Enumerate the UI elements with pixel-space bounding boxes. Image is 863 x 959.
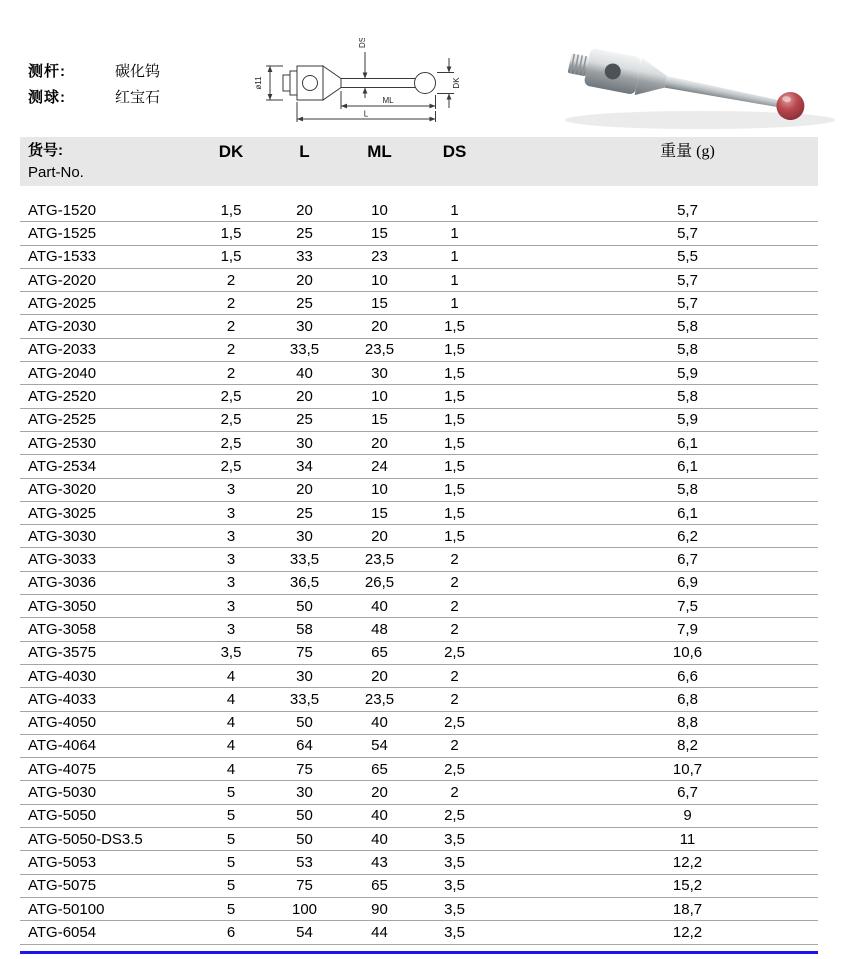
cell-l: 100 xyxy=(291,900,318,918)
table-row xyxy=(20,572,818,595)
cell-part: ATG-1520 xyxy=(28,201,97,219)
table-row xyxy=(20,595,818,618)
cell-ds: 2 xyxy=(450,620,459,638)
table-row xyxy=(20,828,818,851)
cell-dk: 1,5 xyxy=(220,224,242,242)
dim-label-dk: DK xyxy=(452,77,461,89)
col-header-weight: 重量 (g) xyxy=(660,143,715,160)
cell-ds: 3,5 xyxy=(444,853,465,871)
table-row xyxy=(20,339,818,362)
cell-part: ATG-2520 xyxy=(28,388,97,406)
table-row xyxy=(20,688,818,711)
ball-material-value: 红宝石 xyxy=(115,88,161,106)
cell-ml: 40 xyxy=(371,714,388,732)
table-row xyxy=(20,502,818,525)
cell-l: 54 xyxy=(296,923,313,941)
table-row xyxy=(20,385,818,408)
cell-l: 30 xyxy=(296,434,313,452)
cell-ds: 1,5 xyxy=(444,364,465,382)
cell-ml: 20 xyxy=(371,667,388,685)
cell-ml: 26,5 xyxy=(364,574,395,592)
cell-weight: 6,7 xyxy=(677,784,698,802)
cell-l: 20 xyxy=(296,388,313,406)
dim-label-body-dia: ø11 xyxy=(254,76,263,90)
cell-weight: 5,7 xyxy=(677,294,698,312)
cell-dk: 5 xyxy=(226,784,236,802)
cell-weight: 5,8 xyxy=(677,341,698,359)
cell-l: 33,5 xyxy=(289,551,320,569)
cell-ds: 3,5 xyxy=(444,877,465,895)
cell-ds: 1,5 xyxy=(444,504,465,522)
table-row xyxy=(20,269,818,292)
cell-part: ATG-3033 xyxy=(28,551,97,569)
cell-ml: 20 xyxy=(371,784,388,802)
cell-part: ATG-4064 xyxy=(28,737,97,755)
cell-ml: 15 xyxy=(371,411,388,429)
cell-ml: 48 xyxy=(371,620,388,638)
cell-l: 53 xyxy=(296,853,313,871)
cell-weight: 6,8 xyxy=(677,690,698,708)
cell-weight: 6,1 xyxy=(677,434,698,452)
cell-ds: 2 xyxy=(450,597,459,615)
cell-weight: 12,2 xyxy=(672,923,703,941)
cell-dk: 5 xyxy=(226,807,236,825)
cell-part: ATG-3050 xyxy=(28,597,97,615)
table-row xyxy=(20,432,818,455)
cell-ds: 2 xyxy=(450,667,459,685)
table-row xyxy=(20,479,818,502)
cell-ml: 15 xyxy=(371,294,388,312)
cell-part: ATG-5075 xyxy=(28,877,97,895)
cell-weight: 7,5 xyxy=(677,597,698,615)
cell-dk: 5 xyxy=(226,853,236,871)
cell-ds: 1,5 xyxy=(444,527,465,545)
table-row xyxy=(20,292,818,315)
cell-dk: 2,5 xyxy=(220,411,242,429)
cell-ml: 23 xyxy=(371,248,388,266)
cell-dk: 2,5 xyxy=(220,388,242,406)
cell-part: ATG-2525 xyxy=(28,411,97,429)
ball-outline xyxy=(415,73,436,94)
cell-part: ATG-2534 xyxy=(28,457,97,475)
col-header-l: L xyxy=(299,142,310,161)
col-header-ds: DS xyxy=(442,142,467,161)
cell-ds: 1 xyxy=(450,224,459,242)
cell-weight: 6,9 xyxy=(677,574,698,592)
cell-l: 36,5 xyxy=(289,574,320,592)
cell-ml: 65 xyxy=(371,760,388,778)
wrench-hole xyxy=(303,76,318,91)
table-row xyxy=(20,618,818,641)
cell-ds: 1,5 xyxy=(444,411,465,429)
cell-l: 75 xyxy=(296,760,313,778)
cell-dk: 2 xyxy=(226,294,236,312)
material-row-shaft xyxy=(28,57,160,83)
cell-ml: 10 xyxy=(371,481,388,499)
cell-weight: 5,7 xyxy=(677,224,698,242)
cell-part: ATG-4030 xyxy=(28,667,97,685)
cell-part: ATG-5050 xyxy=(28,807,97,825)
table-row xyxy=(20,758,818,781)
cell-ds: 1,5 xyxy=(444,341,465,359)
cell-weight: 10,6 xyxy=(672,644,703,662)
cell-ml: 10 xyxy=(371,201,388,219)
table-row xyxy=(20,665,818,688)
cell-l: 50 xyxy=(296,597,313,615)
table-row xyxy=(20,199,818,222)
cell-ds: 1 xyxy=(450,248,459,266)
cell-part: ATG-2040 xyxy=(28,364,97,382)
cell-ml: 15 xyxy=(371,224,388,242)
cell-part: ATG-2020 xyxy=(28,271,97,289)
cell-weight: 6,1 xyxy=(677,504,698,522)
cell-weight: 5,8 xyxy=(677,318,698,336)
shaft-material-value: 碳化钨 xyxy=(115,62,161,80)
cell-dk: 6 xyxy=(226,923,236,941)
table-row xyxy=(20,222,818,245)
cell-ml: 40 xyxy=(371,597,388,615)
probe-dimension-drawing xyxy=(253,38,471,126)
cell-l: 75 xyxy=(296,877,313,895)
cell-dk: 4 xyxy=(226,737,236,755)
table-row xyxy=(20,781,818,804)
cell-l: 33 xyxy=(296,248,313,266)
cell-l: 33,5 xyxy=(289,341,320,359)
ball-material-label: 测球: xyxy=(28,88,66,106)
cell-ds: 1,5 xyxy=(444,457,465,475)
cell-ml: 24 xyxy=(371,457,388,475)
cell-part: ATG-4033 xyxy=(28,690,97,708)
cell-dk: 5 xyxy=(226,830,236,848)
cell-ml: 23,5 xyxy=(364,690,395,708)
cell-dk: 4 xyxy=(226,714,236,732)
cell-weight: 5,7 xyxy=(677,271,698,289)
cell-l: 75 xyxy=(296,644,313,662)
cell-weight: 12,2 xyxy=(672,853,703,871)
dim-label-l: L xyxy=(363,109,369,119)
table-row xyxy=(20,805,818,828)
cell-l: 25 xyxy=(296,224,313,242)
cell-ds: 1,5 xyxy=(444,481,465,499)
cell-l: 20 xyxy=(296,201,313,219)
cell-dk: 4 xyxy=(226,760,236,778)
cell-part: ATG-3020 xyxy=(28,481,97,499)
cell-ml: 20 xyxy=(371,527,388,545)
cell-weight: 6,6 xyxy=(677,667,698,685)
cell-part: ATG-3030 xyxy=(28,527,97,545)
cell-dk: 4 xyxy=(226,690,236,708)
materials-block xyxy=(28,57,160,109)
table-row xyxy=(20,315,818,338)
cell-part: ATG-4050 xyxy=(28,714,97,732)
cell-l: 20 xyxy=(296,271,313,289)
cell-ml: 30 xyxy=(371,364,388,382)
cell-weight: 5,9 xyxy=(677,411,698,429)
cell-weight: 6,7 xyxy=(677,551,698,569)
cell-dk: 2,5 xyxy=(220,434,242,452)
cell-ml: 43 xyxy=(371,853,388,871)
cell-dk: 3 xyxy=(226,504,236,522)
part-no-header-zh: 货号: xyxy=(28,142,63,159)
cell-ds: 3,5 xyxy=(444,900,465,918)
cell-dk: 2 xyxy=(226,341,236,359)
cell-weight: 11 xyxy=(679,830,696,848)
cell-part: ATG-2530 xyxy=(28,434,97,452)
cell-part: ATG-3058 xyxy=(28,620,97,638)
cell-ds: 2 xyxy=(450,690,459,708)
cell-l: 30 xyxy=(296,527,313,545)
cell-l: 64 xyxy=(296,737,313,755)
part-no-header xyxy=(20,140,195,186)
table-row xyxy=(20,548,818,571)
cell-dk: 3,5 xyxy=(220,644,242,662)
cell-weight: 5,8 xyxy=(677,388,698,406)
cell-dk: 2 xyxy=(226,364,236,382)
table-row xyxy=(20,712,818,735)
shaft-material-label: 测杆: xyxy=(28,62,66,80)
cell-l: 58 xyxy=(296,620,313,638)
cell-dk: 2 xyxy=(226,271,236,289)
cell-ds: 2 xyxy=(450,551,459,569)
cell-dk: 2 xyxy=(226,318,236,336)
cell-ml: 65 xyxy=(371,644,388,662)
cell-ml: 23,5 xyxy=(364,551,395,569)
table-row xyxy=(20,409,818,432)
cell-ml: 15 xyxy=(371,504,388,522)
table-row xyxy=(20,246,818,269)
table-row xyxy=(20,921,818,944)
cell-l: 40 xyxy=(296,364,313,382)
cell-weight: 5,5 xyxy=(677,248,698,266)
table-row xyxy=(20,898,818,921)
cell-weight: 9 xyxy=(683,807,692,825)
table-row xyxy=(20,362,818,385)
cell-ml: 23,5 xyxy=(364,341,395,359)
cell-weight: 8,8 xyxy=(677,714,698,732)
cell-ds: 1,5 xyxy=(444,434,465,452)
cell-l: 25 xyxy=(296,294,313,312)
cell-dk: 5 xyxy=(226,900,236,918)
cell-part: ATG-50100 xyxy=(28,900,105,918)
cell-part: ATG-6054 xyxy=(28,923,97,941)
cell-dk: 3 xyxy=(226,620,236,638)
cell-part: ATG-5050-DS3.5 xyxy=(28,830,143,848)
dim-label-ds: DS xyxy=(358,38,367,48)
cell-part: ATG-5030 xyxy=(28,784,97,802)
cell-part: ATG-2030 xyxy=(28,318,97,336)
dim-label-ml: ML xyxy=(382,96,394,105)
table-row xyxy=(20,455,818,478)
cell-dk: 2,5 xyxy=(220,457,242,475)
cell-ml: 10 xyxy=(371,271,388,289)
cell-dk: 3 xyxy=(226,481,236,499)
cell-weight: 15,2 xyxy=(672,877,703,895)
cell-ml: 44 xyxy=(371,923,388,941)
table-row xyxy=(20,642,818,665)
table-row xyxy=(20,735,818,758)
cell-part: ATG-3575 xyxy=(28,644,97,662)
cell-part: ATG-2025 xyxy=(28,294,97,312)
cell-ds: 2 xyxy=(450,737,459,755)
table-header xyxy=(20,137,818,186)
cell-ml: 20 xyxy=(371,318,388,336)
table-row xyxy=(20,875,818,898)
cell-part: ATG-1533 xyxy=(28,248,97,266)
cell-ds: 2 xyxy=(450,574,459,592)
table-row xyxy=(20,851,818,874)
cell-ds: 2,5 xyxy=(444,807,465,825)
cell-dk: 5 xyxy=(226,877,236,895)
col-header-dk: DK xyxy=(218,142,244,161)
cell-l: 34 xyxy=(296,457,313,475)
cell-weight: 6,2 xyxy=(677,527,698,545)
cell-l: 50 xyxy=(296,807,313,825)
probe-photo-svg xyxy=(550,20,855,142)
cell-weight: 5,7 xyxy=(677,201,698,219)
photo-shaft xyxy=(665,76,781,110)
cell-dk: 1,5 xyxy=(220,248,242,266)
cell-dk: 1,5 xyxy=(220,201,242,219)
cell-l: 30 xyxy=(296,318,313,336)
cell-ds: 1,5 xyxy=(444,318,465,336)
cell-weight: 10,7 xyxy=(672,760,703,778)
cell-weight: 7,9 xyxy=(677,620,698,638)
table-body xyxy=(20,199,818,945)
cell-ml: 10 xyxy=(371,388,388,406)
cell-ds: 2 xyxy=(450,784,459,802)
cell-part: ATG-3025 xyxy=(28,504,97,522)
cell-l: 20 xyxy=(296,481,313,499)
cell-part: ATG-3036 xyxy=(28,574,97,592)
cell-l: 30 xyxy=(296,667,313,685)
cell-weight: 8,2 xyxy=(677,737,698,755)
cell-ml: 40 xyxy=(371,807,388,825)
cell-l: 30 xyxy=(296,784,313,802)
cell-weight: 5,9 xyxy=(677,364,698,382)
cell-ml: 20 xyxy=(371,434,388,452)
cell-ds: 1,5 xyxy=(444,388,465,406)
cell-ds: 3,5 xyxy=(444,830,465,848)
cell-ml: 54 xyxy=(371,737,388,755)
cell-ds: 3,5 xyxy=(444,923,465,941)
cell-ds: 2,5 xyxy=(444,644,465,662)
col-header-ml: ML xyxy=(367,142,392,161)
cell-ml: 65 xyxy=(371,877,388,895)
cell-part: ATG-2033 xyxy=(28,341,97,359)
cell-dk: 3 xyxy=(226,527,236,545)
material-row-ball xyxy=(28,83,160,109)
cell-l: 25 xyxy=(296,504,313,522)
cell-ds: 1 xyxy=(450,271,459,289)
cell-dk: 4 xyxy=(226,667,236,685)
cell-part: ATG-1525 xyxy=(28,224,97,242)
cell-dk: 3 xyxy=(226,597,236,615)
cell-ml: 40 xyxy=(371,830,388,848)
cell-ds: 2,5 xyxy=(444,760,465,778)
probe-drawing-svg xyxy=(253,38,471,126)
cell-l: 33,5 xyxy=(289,690,320,708)
cell-ds: 1 xyxy=(450,294,459,312)
cell-part: ATG-5053 xyxy=(28,853,97,871)
table-row xyxy=(20,525,818,548)
cell-ml: 90 xyxy=(371,900,388,918)
cell-ds: 2,5 xyxy=(444,714,465,732)
probe-photo xyxy=(550,20,855,142)
cell-l: 50 xyxy=(296,714,313,732)
cell-dk: 3 xyxy=(226,551,236,569)
cell-weight: 18,7 xyxy=(672,900,703,918)
cell-part: ATG-4075 xyxy=(28,760,97,778)
cell-l: 25 xyxy=(296,411,313,429)
cell-ds: 1 xyxy=(450,201,459,219)
cell-weight: 5,8 xyxy=(677,481,698,499)
cell-l: 50 xyxy=(296,830,313,848)
part-no-header-en: Part-No. xyxy=(28,164,84,181)
cell-dk: 3 xyxy=(226,574,236,592)
cell-weight: 6,1 xyxy=(677,457,698,475)
bottom-accent-line xyxy=(20,951,818,954)
